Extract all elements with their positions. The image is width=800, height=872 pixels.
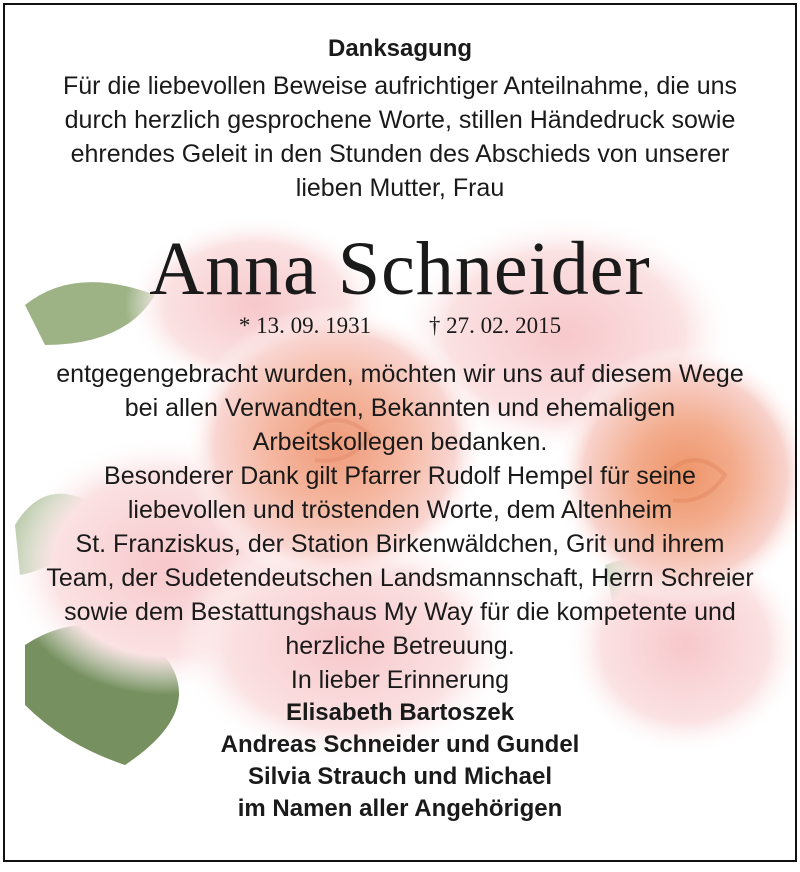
intro-line: Für die liebevollen Beweise aufrichtiger Anteilnahme, die uns	[63, 72, 737, 100]
body-line: bei allen Verwandten, Bekannten und ehemaligen	[124, 394, 676, 422]
signer-name: Elisabeth Bartoszek	[285, 699, 515, 726]
closing-phrase: In lieber Erinnerung	[290, 666, 510, 694]
body-line: Arbeitskollegen bedanken.	[252, 428, 548, 456]
body-line: sowie dem Bestattungshaus My Way für die kompetente und	[64, 598, 736, 626]
death-date: † 27. 02. 2015	[428, 313, 562, 338]
body-line: herzliche Betreuung.	[285, 632, 515, 660]
signer-name: im Namen aller Angehörigen	[237, 795, 563, 822]
heading: Danksagung	[327, 35, 473, 62]
deceased-name: Anna Schneider	[149, 227, 651, 311]
obituary-card	[3, 3, 797, 862]
intro-line: durch herzlich gesprochene Worte, stillen Händedruck sowie	[64, 106, 736, 134]
signer-name: Andreas Schneider und Gundel	[220, 731, 580, 758]
life-dates	[5, 311, 795, 341]
body-paragraph	[5, 357, 795, 663]
body-line: St. Franziskus, der Station Birkenwäldchen, Grit und ihrem	[75, 530, 725, 558]
obituary-content	[5, 5, 795, 825]
body-line: liebevollen und tröstenden Worte, dem Altenheim	[127, 496, 673, 524]
body-line: Team, der Sudetendeutschen Landsmannschaft, Herrn Schreier	[46, 564, 754, 592]
body-line: Besonderer Dank gilt Pfarrer Rudolf Hempel für seine	[104, 462, 696, 490]
intro-line: lieben Mutter, Frau	[295, 174, 505, 202]
birth-date: * 13. 09. 1931	[238, 313, 372, 338]
signer-name: Silvia Strauch und Michael	[247, 763, 553, 790]
signers-list	[5, 697, 795, 825]
intro-paragraph	[5, 69, 795, 205]
body-line: entgegengebracht wurden, möchten wir uns auf diesem Wege	[56, 360, 744, 388]
intro-line: ehrendes Geleit in den Stunden des Abschieds von unserer	[70, 140, 730, 168]
